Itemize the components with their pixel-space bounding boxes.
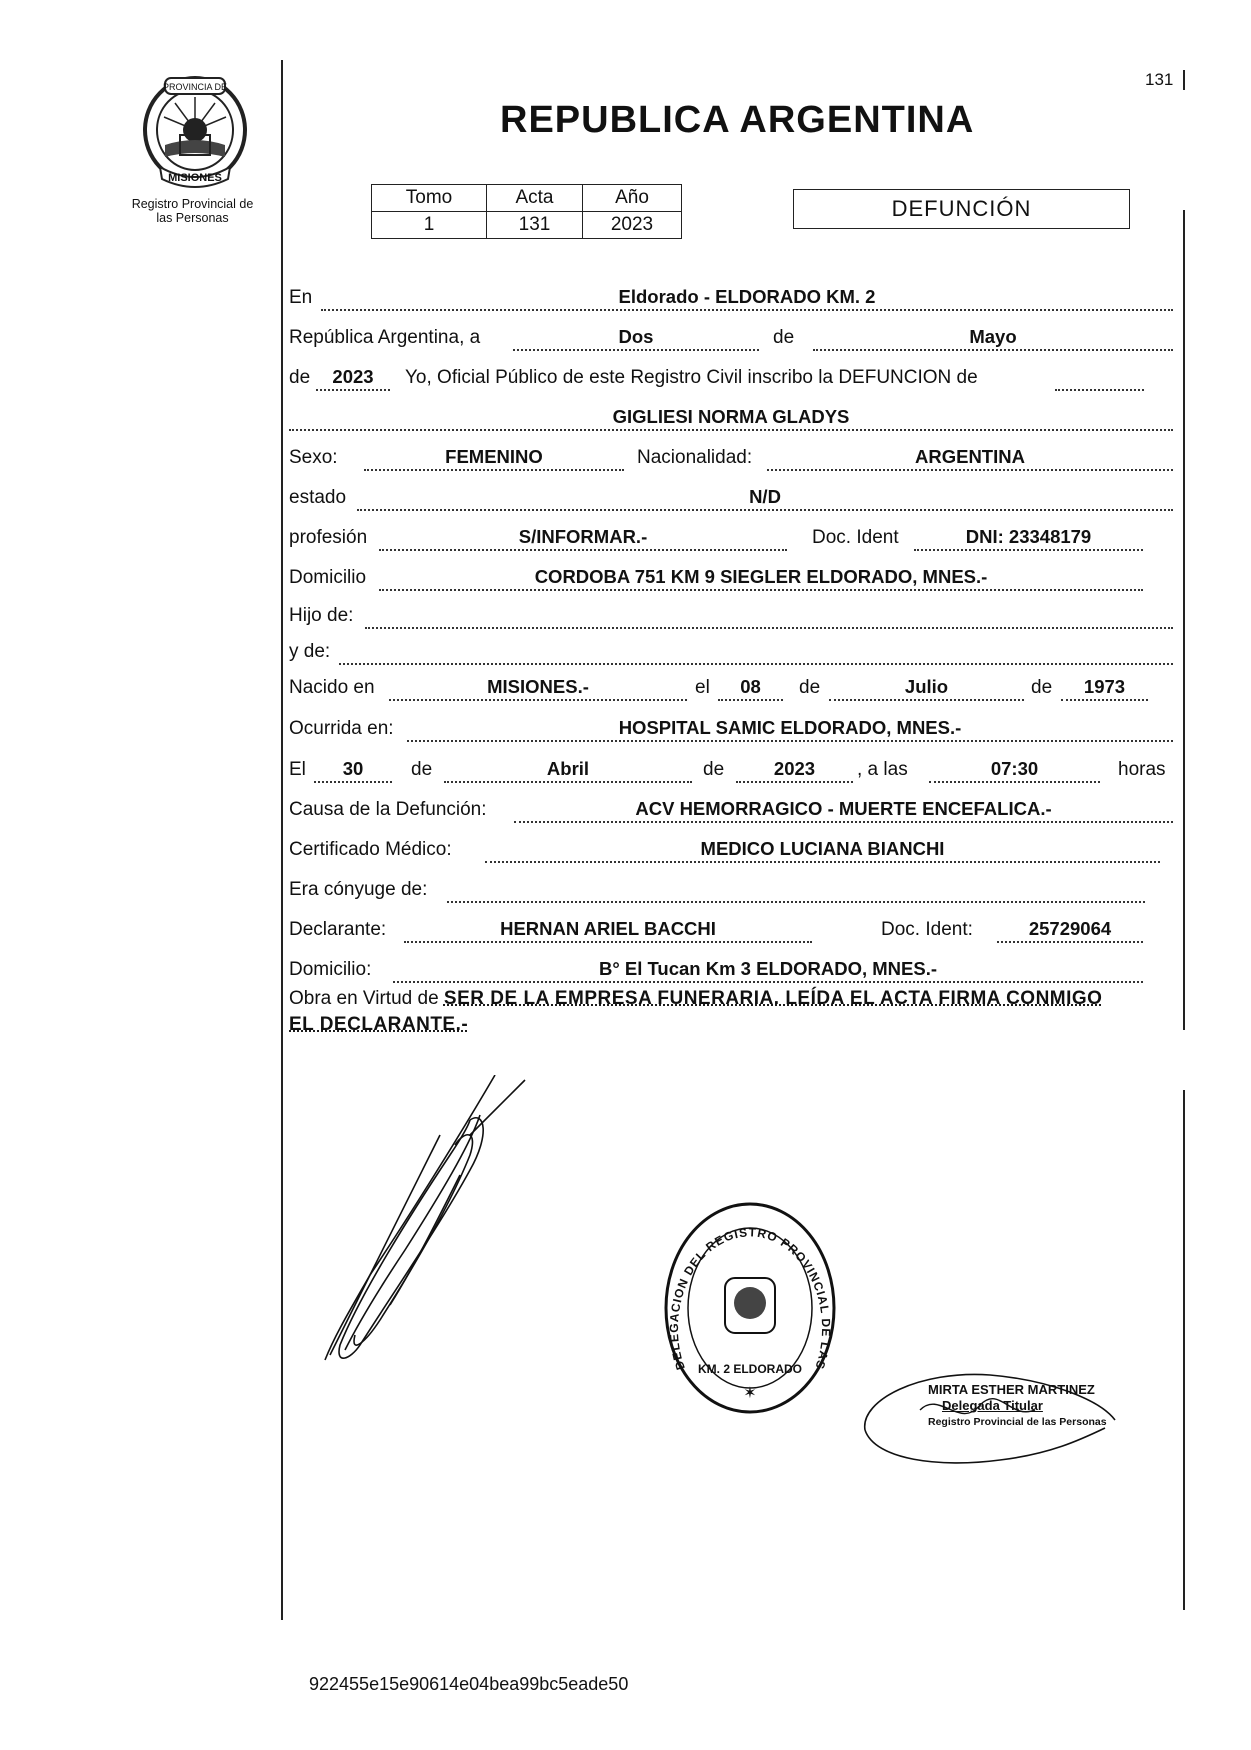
label-en: En — [289, 287, 313, 308]
value-domicilio: CORDOBA 751 KM 9 SIEGLER ELDORADO, MNES.- — [534, 566, 988, 587]
official-office: Registro Provincial de las Personas — [928, 1416, 1107, 1428]
value-declarante-doc: 25729064 — [1028, 918, 1112, 939]
row-estado — [289, 477, 1173, 515]
value-def-hora: 07:30 — [990, 758, 1039, 779]
official-signature-block — [928, 1382, 1138, 1430]
row-y-de — [289, 631, 1173, 669]
right-margin-line — [1183, 210, 1185, 1030]
row-certificado — [289, 829, 1173, 867]
official-seal — [660, 1198, 840, 1418]
label-de-nac-2: de — [1031, 677, 1053, 698]
value-ocurrida-en: HOSPITAL SAMIC ELDORADO, MNES.- — [618, 717, 962, 738]
emblem-icon — [140, 75, 250, 190]
svg-text:✶: ✶ — [743, 1383, 757, 1402]
left-margin-line — [281, 60, 283, 1620]
label-de-nac-1: de — [799, 677, 821, 698]
label-doc-ident-2: Doc. Ident: — [881, 919, 973, 940]
value-declarante: HERNAN ARIEL BACCHI — [500, 918, 716, 939]
row-fecha-registro — [289, 317, 1173, 355]
header-anio: Año — [583, 185, 682, 212]
row-fecha-defuncion — [289, 749, 1173, 787]
value-nombre: GIGLIESI NORMA GLADYS — [612, 406, 850, 427]
label-sexo: Sexo: — [289, 447, 338, 468]
obra-line-1 — [289, 988, 1102, 1010]
emblem-top-text: PROVINCIA DE — [162, 82, 228, 92]
value-mes-registro: Mayo — [969, 326, 1017, 347]
record-type-box: DEFUNCIÓN — [793, 189, 1130, 229]
value-tomo: 1 — [372, 212, 487, 239]
declarant-signature — [320, 1075, 530, 1365]
label-certificado: Certificado Médico: — [289, 839, 452, 860]
label-el: El — [289, 759, 306, 780]
row-profesion — [289, 517, 1173, 555]
value-doc: DNI: 23348179 — [965, 526, 1092, 547]
value-causa: ACV HEMORRAGICO - MUERTE ENCEFALICA.- — [635, 798, 1052, 819]
registry-label — [110, 197, 275, 225]
label-obra: Obra en Virtud de — [289, 988, 439, 1009]
label-horas: horas — [1118, 759, 1166, 780]
label-yo: Yo, Oficial Público de este Registro Civil inscribo la DEFUNCION de — [405, 367, 978, 388]
value-lugar: Eldorado - ELDORADO KM. 2 — [618, 286, 876, 307]
fill-y-de — [339, 639, 1173, 665]
value-acta: 131 — [487, 212, 583, 239]
row-nacido — [289, 667, 1173, 705]
label-de-1: de — [773, 327, 795, 348]
right-margin-line-bottom — [1183, 1090, 1185, 1610]
value-obra-line2: EL DECLARANTE.- — [289, 1014, 469, 1035]
value-nac-dia: 08 — [740, 676, 761, 697]
value-def-dia: 30 — [342, 758, 364, 779]
country-title: REPUBLICA ARGENTINA — [500, 99, 975, 141]
document-hash: 922455e15e90614e04bea99bc5eade50 — [309, 1674, 629, 1694]
row-hijo-de — [289, 595, 1173, 633]
label-nacionalidad: Nacionalidad: — [637, 447, 753, 468]
label-conyuge: Era cónyuge de: — [289, 879, 428, 900]
label-y-de: y de: — [289, 641, 331, 662]
value-certificado: MEDICO LUCIANA BIANCHI — [700, 838, 945, 859]
official-role: Delegada Titular — [942, 1398, 1043, 1413]
value-anio: 2023 — [583, 212, 682, 239]
row-sexo — [289, 437, 1173, 475]
label-republica: República Argentina, a — [289, 327, 481, 348]
label-de-def-2: de — [703, 759, 725, 780]
value-def-mes: Abril — [546, 758, 590, 779]
header-tomo: Tomo — [372, 185, 487, 212]
row-conyuge — [289, 869, 1173, 907]
label-de-2: de — [289, 367, 311, 388]
registry-label-line2: las Personas — [156, 211, 229, 225]
label-ocurrida-en: Ocurrida en: — [289, 718, 394, 739]
label-a-las: , a las — [857, 759, 908, 780]
value-anio-registro: 2023 — [332, 366, 374, 387]
label-doc-ident: Doc. Ident — [812, 527, 899, 548]
official-name: MIRTA ESTHER MARTINEZ — [928, 1382, 1095, 1397]
value-nac-anio: 1973 — [1083, 676, 1126, 697]
row-domicilio-declarante — [289, 949, 1173, 987]
page-number: 131 — [1145, 70, 1174, 89]
value-sexo: FEMENINO — [445, 446, 543, 467]
label-nacido-en: Nacido en — [289, 677, 375, 698]
record-table-header-row — [372, 185, 682, 212]
svg-text:DELEGACION DEL REGISTRO PROVIN — [660, 1198, 833, 1372]
province-emblem — [140, 75, 250, 190]
seal-icon — [660, 1198, 840, 1418]
seal-inner-text: KM. 2 ELDORADO — [697, 1362, 803, 1376]
label-hijo-de: Hijo de: — [289, 605, 354, 626]
label-profesion: profesión — [289, 527, 368, 548]
record-table-value-row — [372, 212, 682, 239]
value-declarante-domicilio: B° El Tucan Km 3 ELDORADO, MNES.- — [598, 958, 938, 979]
label-causa: Causa de la Defunción: — [289, 799, 487, 820]
value-obra-line1: SER DE LA EMPRESA FUNERARIA. LEÍDA EL ACTA FIRMA CONMIGO — [443, 988, 1103, 1009]
fill-hijo-de — [365, 603, 1173, 629]
label-domicilio-2: Domicilio: — [289, 959, 372, 980]
value-def-anio: 2023 — [773, 758, 816, 779]
row-declarante — [289, 909, 1173, 947]
row-ocurrida — [289, 708, 1173, 746]
obra-line-2 — [289, 1014, 468, 1036]
emblem-bottom-text: MISIONES — [168, 172, 222, 184]
record-table — [371, 184, 682, 239]
fill-yo-tail — [1055, 365, 1144, 391]
label-estado: estado — [289, 487, 347, 508]
label-de-def-1: de — [411, 759, 433, 780]
value-nacionalidad: ARGENTINA — [915, 446, 1025, 467]
label-declarante: Declarante: — [289, 919, 387, 940]
registry-label-line1: Registro Provincial de — [131, 197, 254, 211]
right-margin-line-top — [1183, 70, 1185, 90]
fill-conyuge — [447, 877, 1145, 903]
row-causa — [289, 789, 1173, 827]
row-domicilio — [289, 557, 1173, 595]
seal-outer-text: DELEGACION DEL REGISTRO PROVINCIAL DE LAS — [666, 1225, 834, 1372]
row-anio-registro — [289, 357, 1173, 395]
signature-icon — [320, 1075, 530, 1365]
label-el-nac: el — [695, 677, 710, 698]
value-dia-registro: Dos — [618, 326, 654, 347]
row-nombre — [289, 397, 1173, 435]
value-nac-mes: Julio — [904, 676, 949, 697]
header-acta: Acta — [487, 185, 583, 212]
value-nacido-en: MISIONES.- — [487, 676, 589, 697]
value-profesion: S/INFORMAR.- — [518, 526, 648, 547]
value-estado: N/D — [749, 486, 781, 507]
label-domicilio: Domicilio — [289, 567, 367, 588]
row-lugar — [289, 277, 1173, 315]
